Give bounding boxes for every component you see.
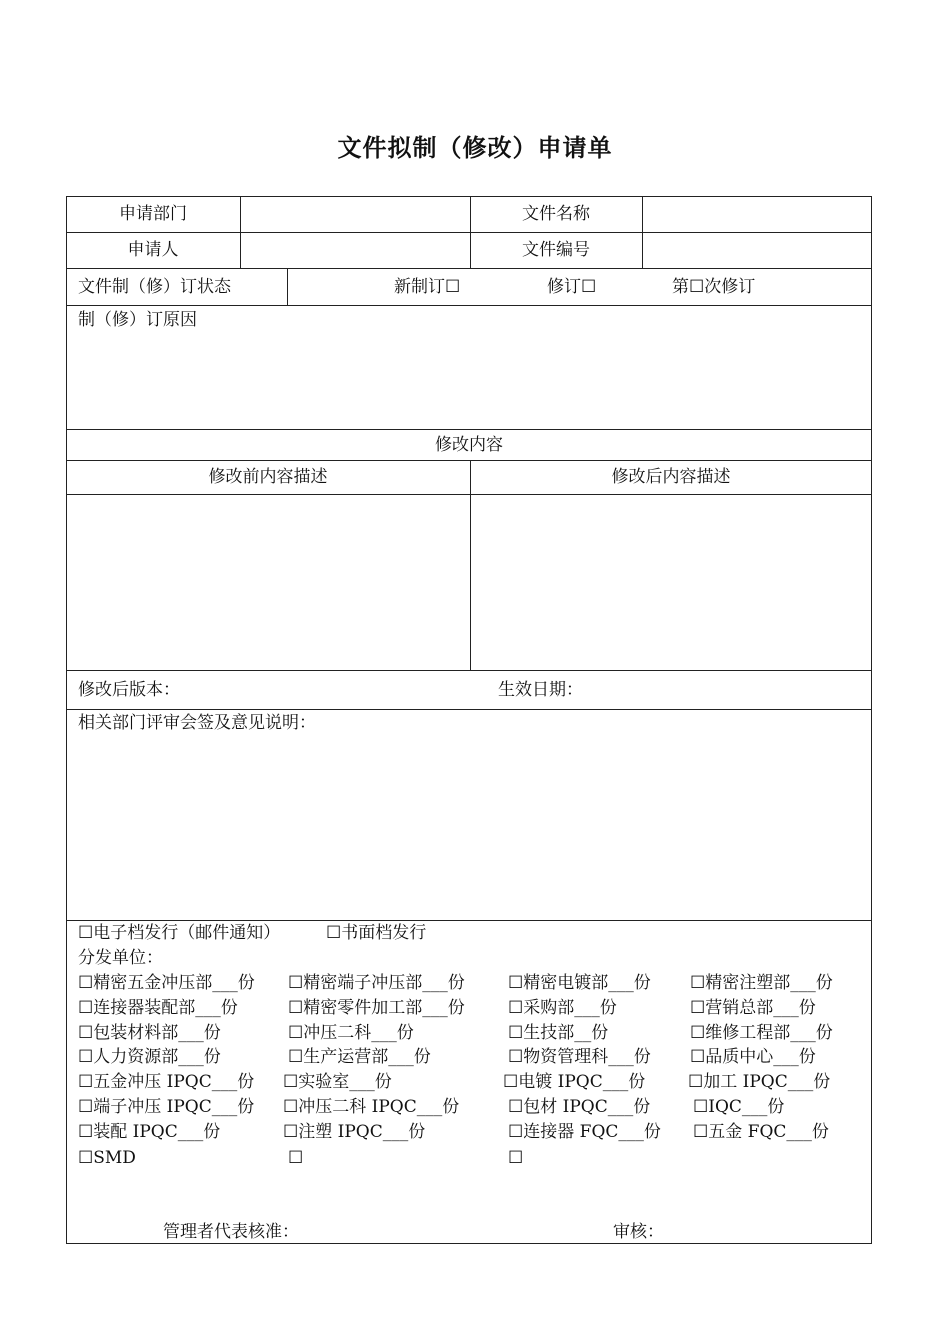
reason-field[interactable] xyxy=(70,334,868,424)
status-label: 文件制（修）订状态 xyxy=(78,277,231,297)
dist-item[interactable]: ☐精密端子冲压部___份 xyxy=(288,973,465,993)
paper-release-checkbox[interactable]: ☐书面档发行 xyxy=(326,923,427,943)
row-divider xyxy=(66,232,872,233)
dist-item[interactable]: ☐五金冲压 IPQC___份 xyxy=(78,1072,255,1092)
approve-label: 管理者代表核准： xyxy=(163,1222,299,1242)
dist-item[interactable]: ☐维修工程部___份 xyxy=(690,1023,833,1043)
new-checkbox[interactable]: 新制订☐ xyxy=(394,277,461,297)
row-divider xyxy=(66,670,872,671)
dist-item[interactable]: ☐采购部___份 xyxy=(508,998,617,1018)
dist-item[interactable]: ☐装配 IPQC___份 xyxy=(78,1122,221,1142)
version-label: 修改后版本： xyxy=(78,680,180,700)
row-divider xyxy=(66,429,872,430)
dist-item[interactable]: ☐冲压二科___份 xyxy=(288,1023,414,1043)
applicant-label: 申请人 xyxy=(127,240,179,260)
nth-revision-checkbox[interactable]: 第☐次修订 xyxy=(672,277,756,297)
col-divider xyxy=(470,460,471,670)
dept-field[interactable] xyxy=(245,200,465,228)
doc-name-field[interactable] xyxy=(647,200,867,228)
dist-item[interactable]: ☐生产运营部___份 xyxy=(288,1047,431,1067)
dist-item[interactable]: ☐包材 IPQC___份 xyxy=(508,1097,651,1117)
dist-item[interactable]: ☐IQC___份 xyxy=(693,1097,785,1117)
doc-number-field[interactable] xyxy=(647,236,867,264)
dist-item[interactable]: ☐ xyxy=(508,1148,524,1168)
row-divider xyxy=(66,460,872,461)
col-divider xyxy=(287,268,288,305)
dist-item[interactable]: ☐电镀 IPQC___份 xyxy=(503,1072,646,1092)
distribution-label: 分发单位： xyxy=(78,948,163,968)
row-divider xyxy=(66,709,872,710)
row-divider xyxy=(66,305,872,306)
content-header: 修改内容 xyxy=(435,435,503,455)
review-sign-label: 审核： xyxy=(613,1222,664,1242)
dist-item[interactable]: ☐精密电镀部___份 xyxy=(508,973,651,993)
dist-item[interactable]: ☐人力资源部___份 xyxy=(78,1047,221,1067)
row-divider xyxy=(66,268,872,269)
dist-item[interactable]: ☐精密零件加工部___份 xyxy=(288,998,465,1018)
dist-item[interactable]: ☐品质中心___份 xyxy=(690,1047,816,1067)
dist-item[interactable]: ☐连接器装配部___份 xyxy=(78,998,238,1018)
dist-item[interactable]: ☐精密五金冲压部___份 xyxy=(78,973,255,993)
dist-item[interactable]: ☐端子冲压 IPQC___份 xyxy=(78,1097,255,1117)
doc-name-label: 文件名称 xyxy=(522,204,590,224)
dist-item[interactable]: ☐实验室___份 xyxy=(283,1072,392,1092)
dist-item[interactable]: ☐冲压二科 IPQC___份 xyxy=(283,1097,460,1117)
before-label: 修改前内容描述 xyxy=(208,467,328,487)
dist-item[interactable]: ☐包装材料部___份 xyxy=(78,1023,221,1043)
electronic-release-checkbox[interactable]: ☐电子档发行（邮件通知） xyxy=(78,923,281,943)
effective-date-label: 生效日期： xyxy=(498,680,583,700)
doc-number-label: 文件编号 xyxy=(522,240,590,260)
row-divider xyxy=(66,920,872,921)
review-field[interactable] xyxy=(70,738,868,916)
dist-item[interactable]: ☐精密注塑部___份 xyxy=(690,973,833,993)
col-divider xyxy=(240,196,241,268)
applicant-field[interactable] xyxy=(245,236,465,264)
dist-item[interactable]: ☐生技部__份 xyxy=(508,1023,609,1043)
before-field[interactable] xyxy=(70,498,466,666)
after-label: 修改后内容描述 xyxy=(611,467,731,487)
dist-item[interactable]: ☐连接器 FQC___份 xyxy=(508,1122,661,1142)
dist-item[interactable]: ☐SMD xyxy=(78,1148,136,1168)
row-divider xyxy=(66,494,872,495)
dist-item[interactable]: ☐ xyxy=(288,1148,304,1168)
after-field[interactable] xyxy=(474,498,868,666)
reason-label: 制（修）订原因 xyxy=(78,310,197,330)
dept-label: 申请部门 xyxy=(119,204,187,224)
col-divider xyxy=(642,196,643,268)
revise-checkbox[interactable]: 修订☐ xyxy=(547,277,597,297)
dist-item[interactable]: ☐注塑 IPQC___份 xyxy=(283,1122,426,1142)
form-title: 文件拟制（修改）申请单 xyxy=(337,133,613,162)
dist-item[interactable]: ☐物资管理科___份 xyxy=(508,1047,651,1067)
dist-item[interactable]: ☐加工 IPQC___份 xyxy=(688,1072,831,1092)
dist-item[interactable]: ☐五金 FQC___份 xyxy=(693,1122,829,1142)
dist-item[interactable]: ☐营销总部___份 xyxy=(690,998,816,1018)
review-label: 相关部门评审会签及意见说明： xyxy=(78,713,316,733)
